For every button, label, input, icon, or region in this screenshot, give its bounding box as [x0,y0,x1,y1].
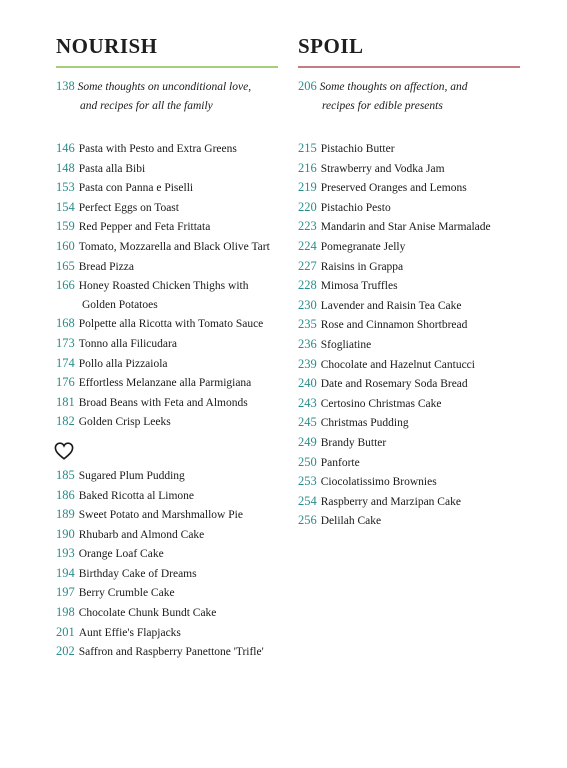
list-item [56,412,278,432]
page-number: 220 [298,199,317,214]
recipe-title: Birthday Cake of Dreams [78,567,197,580]
recipe-title: Ciocolatissimo Brownies [320,476,437,489]
recipe-title: Mandarin and Star Anise Marmalade [320,221,491,234]
list-item [56,354,278,374]
page-number: 148 [56,160,75,175]
list-item [298,198,520,218]
recipe-title: Strawberry and Vodka Jam [320,162,445,175]
page-number: 227 [298,258,317,273]
recipe-title: Aunt Effie's Flapjacks [78,626,181,639]
recipe-title: Broad Beans with Feta and Almonds [78,396,248,409]
page-number: 235 [298,317,317,332]
recipe-title: Rhubarb and Almond Cake [78,528,205,541]
recipe-title: Lavender and Raisin Tea Cake [320,299,462,312]
page-number: 173 [56,335,75,350]
page-number: 256 [298,513,317,528]
spoil-recipe-list [298,139,520,531]
list-item [298,217,520,237]
recipe-title: Orange Loaf Cake [78,548,164,561]
list-item [298,394,520,414]
nourish-intro [56,77,278,115]
heart-divider [56,432,278,466]
list-item [298,492,520,512]
page-number: 215 [298,141,317,155]
recipe-title: Certosino Christmas Cake [320,397,442,410]
list-item [56,217,278,237]
list-item [298,276,520,296]
spoil-section [298,34,520,531]
recipe-title: Sfogliatine [320,338,372,351]
recipe-title: Tonno alla Filicudara [78,337,177,350]
recipe-title: Saffron and Raspberry Panettone 'Trifle' [78,646,264,659]
nourish-intro-page: 138 [56,79,75,93]
recipe-title-continued: Golden Potatoes [82,298,158,311]
page-number: 201 [56,624,75,639]
spoil-intro-line2: recipes for edible presents [322,99,443,112]
page-number: 168 [56,316,75,331]
page-number: 174 [56,355,75,370]
recipe-title: Pistachio Pesto [320,201,391,214]
page-number: 160 [56,238,75,253]
recipe-title: Mimosa Truffles [320,280,398,293]
recipe-title: Chocolate Chunk Bundt Cake [78,607,217,620]
page-number: 189 [56,507,75,522]
recipe-title: Panforte [320,456,360,469]
list-item [298,453,520,473]
page-number: 223 [298,219,317,234]
list-item [56,583,278,603]
recipe-title: Honey Roasted Chicken Thighs with [78,280,249,293]
recipe-title: Pollo alla Pizzaiola [78,357,168,370]
spoil-divider-rule [298,66,520,68]
list-item [298,433,520,453]
recipe-title: Perfect Eggs on Toast [78,201,179,214]
recipe-title: Pasta alla Bibi [78,162,146,175]
page-number: 194 [56,565,75,580]
recipe-title: Polpette alla Ricotta with Tomato Sauce [78,318,264,331]
list-item [56,373,278,393]
page-number: 186 [56,487,75,502]
recipe-title: Preserved Oranges and Lemons [320,182,467,195]
list-item [298,237,520,257]
recipe-title: Baked Ricotta al Limone [78,489,195,502]
recipe-title: Pasta with Pesto and Extra Greens [78,143,237,155]
list-item [298,159,520,179]
page-number: 202 [56,644,75,659]
page-number: 236 [298,336,317,351]
recipe-title: Tomato, Mozzarella and Black Olive Tart [78,240,270,253]
page-number: 240 [298,376,317,391]
page-number: 182 [56,414,75,429]
recipe-title: Berry Crumble Cake [78,587,175,600]
list-item [56,466,278,486]
list-item [56,505,278,525]
recipe-title: Raspberry and Marzipan Cake [320,495,461,508]
recipe-title: Pistachio Butter [320,143,395,155]
list-item [298,413,520,433]
list-item [56,198,278,218]
list-item [56,334,278,354]
recipe-title: Red Pepper and Feta Frittata [78,221,211,234]
nourish-section [56,34,278,662]
page-number: 190 [56,526,75,541]
recipe-title: Chocolate and Hazelnut Cantucci [320,358,475,371]
list-item [56,159,278,179]
page-number: 249 [298,434,317,449]
list-item [56,544,278,564]
recipe-title: Sugared Plum Pudding [78,469,185,482]
list-item [298,511,520,531]
page-number: 254 [298,493,317,508]
list-item [56,178,278,198]
list-item [56,642,278,662]
list-item [298,374,520,394]
list-item [56,393,278,413]
recipe-title: Sweet Potato and Marshmallow Pie [78,509,243,522]
spoil-intro-page: 206 [298,79,317,93]
page-number: 181 [56,394,75,409]
page-number: 224 [298,238,317,253]
list-item [56,564,278,584]
page-number: 193 [56,546,75,561]
page-number: 243 [298,395,317,410]
page-number: 197 [56,585,75,600]
list-item [298,296,520,316]
page-number: 146 [56,141,75,155]
recipe-title: Pasta con Panna e Piselli [78,182,194,195]
page-number: 250 [298,454,317,469]
list-item [56,486,278,506]
nourish-intro-line1: Some thoughts on unconditional love, [77,81,252,93]
spoil-intro-line1: Some thoughts on affection, and [319,81,468,93]
page-number: 165 [56,258,75,273]
page-number: 253 [298,474,317,489]
page-number: 166 [56,278,75,293]
list-item [298,257,520,277]
recipe-title: Effortless Melanzane alla Parmigiana [78,377,252,390]
recipe-title: Date and Rosemary Soda Bread [320,378,468,391]
recipe-title: Bread Pizza [78,260,134,273]
nourish-intro-line2: and recipes for all the family [80,99,213,112]
nourish-sweet-recipe-list [56,466,278,662]
heart-outline-icon [54,442,74,460]
page-number: 185 [56,467,75,482]
list-item [298,139,520,159]
page-number: 230 [298,297,317,312]
page-number: 216 [298,160,317,175]
list-item [56,237,278,257]
list-item [298,315,520,335]
page-number: 245 [298,415,317,430]
spoil-intro [298,77,520,115]
list-item [56,603,278,623]
recipe-title: Raisins in Grappa [320,260,404,273]
recipe-title: Delilah Cake [320,515,382,528]
recipe-title: Pomegranate Jelly [320,240,406,253]
list-item [298,335,520,355]
list-item [298,472,520,492]
list-item [56,257,278,277]
page-number: 198 [56,605,75,620]
list-item [298,355,520,375]
page-number: 159 [56,219,75,234]
list-item [56,276,278,314]
nourish-heading: NOURISH [56,34,158,58]
page-number: 219 [298,180,317,195]
page-number: 153 [56,180,75,195]
nourish-recipe-list [56,139,278,432]
list-item [298,178,520,198]
recipe-title: Rose and Cinnamon Shortbread [320,319,468,332]
list-item [56,314,278,334]
page-number: 239 [298,356,317,371]
nourish-divider-rule [56,66,278,68]
page-number: 176 [56,375,75,390]
page-number: 228 [298,278,317,293]
recipe-title: Golden Crisp Leeks [78,416,171,429]
recipe-title: Brandy Butter [320,436,387,449]
list-item [56,623,278,643]
list-item [56,139,278,159]
page-number: 154 [56,199,75,214]
recipe-title: Christmas Pudding [320,417,409,430]
spoil-heading: SPOIL [298,34,364,58]
list-item [56,525,278,545]
